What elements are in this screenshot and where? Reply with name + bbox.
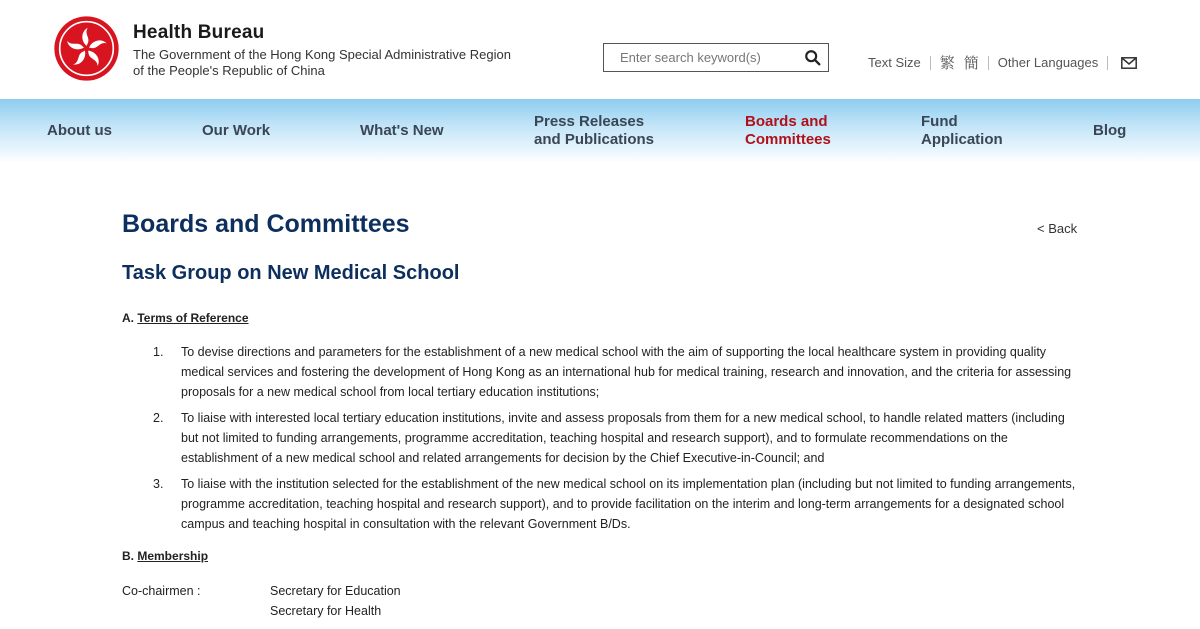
nav-label-line1: Boards and <box>745 113 828 130</box>
nav-fund-application[interactable] <box>921 99 1003 163</box>
nav-label-line2: and Publications <box>534 131 655 148</box>
nav-label: About us <box>47 122 112 139</box>
list-text: To devise directions and parameters for the establishment of a new medical school with the aim of supporting the local healthcare system in providing quality medical services and fostering the development of Hong Kong as an international hub for medical training, research and innovation, and the criteria for assessing proposals for a new medical school from local tertiary education institutions; <box>181 345 1072 399</box>
divider <box>1107 56 1108 70</box>
nav-whats-new[interactable] <box>360 99 444 163</box>
section-b-title: Membership <box>137 549 209 563</box>
mail-icon[interactable] <box>1121 57 1137 69</box>
nav-label-line2: Application <box>921 131 1003 148</box>
search-box <box>603 43 829 72</box>
section-a-heading <box>122 311 249 325</box>
list-number: 3. <box>153 477 164 491</box>
main-navigation <box>0 99 1200 163</box>
section-a-title: Terms of Reference <box>137 311 249 325</box>
nav-label: What's New <box>360 122 444 139</box>
other-languages-link[interactable]: Other Languages <box>997 55 1099 70</box>
list-item <box>153 342 1083 402</box>
section-b-prefix: B. <box>122 549 134 563</box>
government-subtitle-line1: The Government of the Hong Kong Special Administrative Region <box>133 47 511 62</box>
list-item <box>153 408 1083 468</box>
divider <box>988 56 989 70</box>
section-a-prefix: A. <box>122 311 134 325</box>
nav-label-line2: Committees <box>745 131 831 148</box>
back-link[interactable]: < Back <box>1037 221 1078 236</box>
traditional-chinese-link[interactable]: 繁 <box>939 55 955 72</box>
nav-press-releases[interactable] <box>534 99 654 163</box>
divider <box>930 56 931 70</box>
department-title-block <box>133 22 511 79</box>
member-name: Secretary for Education <box>270 584 401 598</box>
list-item <box>153 474 1083 534</box>
terms-of-reference-list <box>153 342 1083 540</box>
hksar-emblem-logo[interactable] <box>53 15 120 82</box>
search-icon[interactable] <box>804 49 822 67</box>
membership-label: Co-chairmen : <box>122 584 201 598</box>
section-b-heading <box>122 549 208 563</box>
nav-label-line1: Fund <box>921 113 958 130</box>
list-number: 1. <box>153 345 164 359</box>
nav-label: Our Work <box>202 122 271 139</box>
membership-row <box>122 601 401 621</box>
page-title: Boards and Committees <box>122 210 410 238</box>
nav-our-work[interactable] <box>202 99 270 163</box>
nav-label-line1: Press Releases <box>534 113 645 130</box>
list-number: 2. <box>153 411 164 425</box>
nav-blog[interactable] <box>1093 99 1126 163</box>
header-tools <box>868 52 1137 73</box>
list-text: To liaise with the institution selected for the establishment of the new medical school on its implementation plan (including but not limited to funding arrangements, programme accreditation, teaching hospital and research support), and to provide facilitation on the interim and long-term arrangements for a designated school campus and teaching hospital in consultation with the relevant Government B/Ds. <box>181 477 1076 531</box>
section-subtitle: Task Group on New Medical School <box>122 262 460 284</box>
membership-row <box>122 581 401 601</box>
nav-about-us[interactable] <box>47 99 112 163</box>
list-text: To liaise with interested local tertiary education institutions, invite and assess proposals from them for a new medical school, to handle related matters (including but not limited to funding arrangements, programme accreditation, teaching hospital and research support), and to formulate recommendations on the establishment of a new medical school and related arrangements for decision by the Chief Executive-in-Council; and <box>181 411 1065 465</box>
simplified-chinese-link[interactable]: 簡 <box>963 55 979 72</box>
search-input[interactable] <box>604 44 794 71</box>
nav-boards-and-committees[interactable] <box>745 99 831 163</box>
member-name: Secretary for Health <box>270 604 382 618</box>
membership-block <box>122 581 401 621</box>
text-size-link[interactable]: Text Size <box>868 55 921 70</box>
government-subtitle-line2: of the People's Republic of China <box>133 63 325 78</box>
nav-label: Blog <box>1093 122 1127 139</box>
site-header <box>0 0 1200 99</box>
membership-label-spacer <box>122 601 270 621</box>
department-name[interactable]: Health Bureau <box>133 22 265 43</box>
